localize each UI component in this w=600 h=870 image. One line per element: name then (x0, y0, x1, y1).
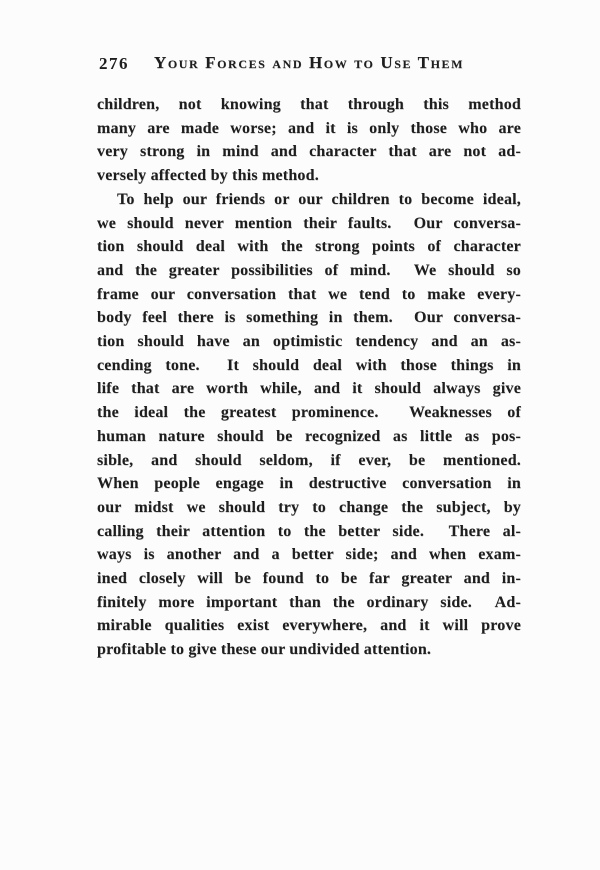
text-line: very strong in mind and character that are not ad- (97, 143, 521, 161)
text-line: life that are worth while, and it should always give (97, 380, 521, 398)
page-number: 276 (99, 54, 129, 73)
text-line: we should never mention their faults. Our conversa- (97, 214, 521, 232)
text-line: frame our conversation that we tend to make every- (97, 285, 521, 303)
paragraph (97, 188, 521, 662)
text-line: the ideal the greatest prominence. Weaknesses of (97, 404, 521, 422)
text-line: mirable qualities exist everywhere, and it will prove (97, 617, 521, 635)
text-line: sible, and should seldom, if ever, be mentioned. (97, 451, 521, 469)
page-body (97, 93, 521, 662)
text-line: tion should have an optimistic tendency and an as- (97, 333, 521, 351)
text-line: body feel there is something in them. Our conversa- (97, 309, 521, 327)
text-line: many are made worse; and it is only those who are (97, 119, 521, 137)
text-line: To help our friends or our children to become ideal, (117, 190, 521, 208)
page-content (97, 52, 521, 662)
text-line: profitable to give these our undivided attention. (97, 641, 432, 659)
text-line: calling their attention to the better side. There al- (97, 522, 521, 540)
text-line: cending tone. It should deal with those things in (97, 356, 521, 374)
running-title: Your Forces and How to Use Them (153, 53, 465, 72)
text-line: our midst we should try to change the subject, by (97, 498, 521, 516)
paragraph (97, 93, 521, 188)
text-line: ined closely will be found to be far greater and in- (97, 570, 521, 588)
text-line: children, not knowing that through this method (97, 96, 521, 113)
text-line: human nature should be recognized as little as pos- (97, 427, 521, 445)
text-line: versely affected by this method. (97, 167, 319, 185)
text-line: ways is another and a better side; and when exam- (97, 546, 521, 564)
text-line: When people engage in destructive conversation in (97, 475, 521, 493)
page-header (97, 52, 521, 76)
text-line: finitely more important than the ordinary side. Ad- (97, 593, 521, 611)
text-line: and the greater possibilities of mind. We should so (97, 261, 521, 279)
text-line: tion should deal with the strong points of character (97, 238, 521, 256)
